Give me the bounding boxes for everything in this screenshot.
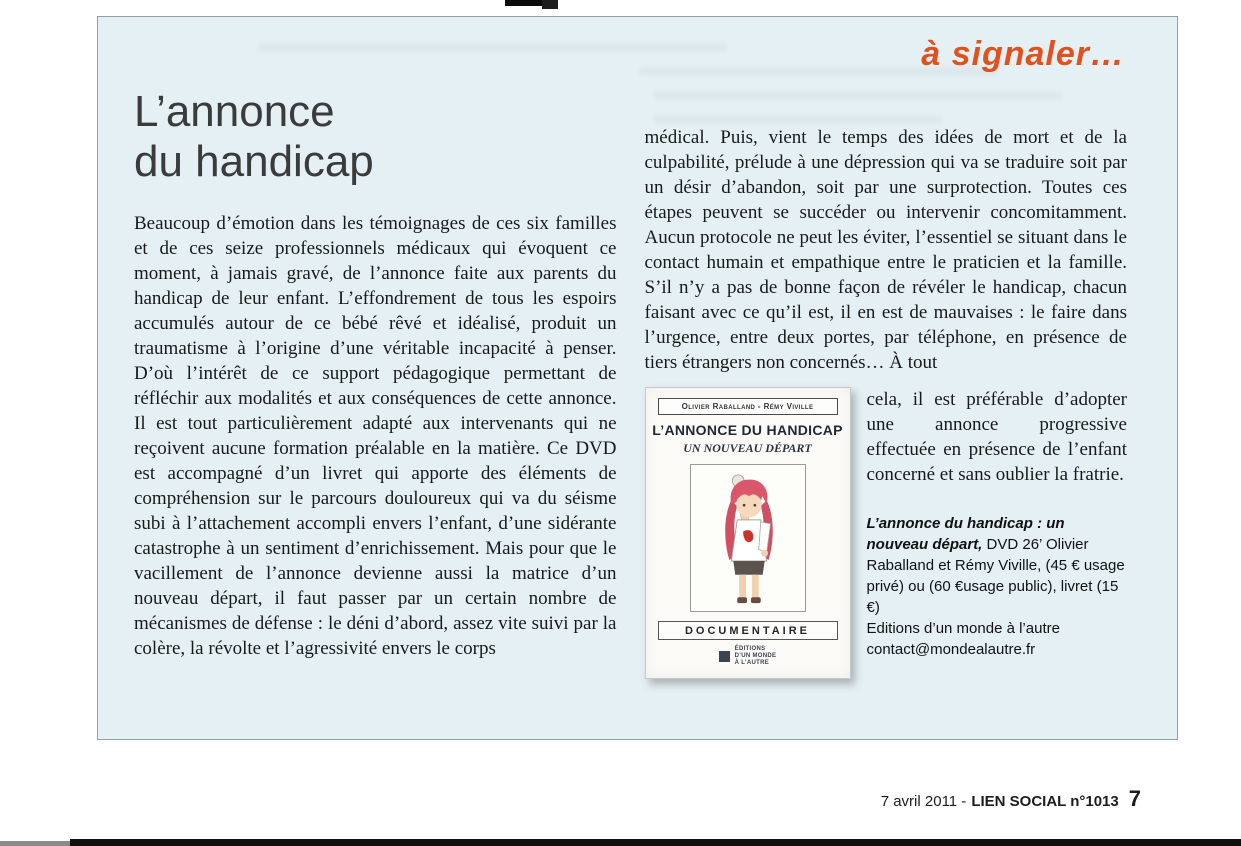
scan-artifact-bottom-bar-left xyxy=(0,841,70,846)
article-paragraph-left: Beaucoup d’émotion dans les témoignages de ces six familles et de ces seize professionnels médicaux qui évoquent ce moment, à jamais gravé, de l’annonce faite aux parents du handicap de leur enfant. L’effondrement de tous les espoirs accumulés autour de ce bébé rêvé et idéalisé, produit un traumatisme à l’origine d’une véritable incapacité à penser. D’où l’intérêt de ce support pédagogique permettant de réfléchir aux modalités et aux conséquences de cette annonce. Il est tout particulièrement adapté aux intervenants qui ne reçoivent aucune formation préalable en la matière. Ce DVD est accompagné d’un livret qui apporte des éléments de compréhension sur le parcours douloureux qui va du séisme subi à l’attachement accompli envers l’enfant, d’une sidérante catastrophe à un sentiment d’enrichissement. Mais pour que le vacillement de l’annonce devienne aussi la matrice d’un nouveau départ, il faut passer par un certain nombre de mécanismes de défense : le déni d’abord, assez vite suivi par la colère, la révolte et l’agressivité envers le corps xyxy=(134,213,617,659)
publisher-line-2: D’UN MONDE xyxy=(734,653,777,659)
article-paragraph-beside-cover: cela, il est préférable d’adopter une annonce progressive effectuée en présence de l’enfant concerné et sans oublier la fratrie. xyxy=(866,389,1127,485)
dvd-cover-publisher xyxy=(719,646,777,667)
article-paragraph-right-top: médical. Puis, vient le temps des idées de mort et de la culpabilité, prélude à une dépression qui va se traduire soit par un désir d’abandon, soit par une surprotection. Toutes ces étapes peuvent se succéder ou intervenir concomitamment. Aucun protocole ne peut les éviter, l’essentiel se situant dans le contact humain et empathique entre le praticien et la famille. S’il n’y a pas de bonne façon de révéler le handicap, chacun faisant avec ce qu’il est, il en est de mauvaises : le faire dans l’urgence, entre deux portes, par téléphone, en présence de tiers étrangers non concernés… À tout xyxy=(644,127,1127,373)
footer-date: 7 avril 2011 - xyxy=(880,793,967,810)
dvd-cover-title: L’ANNONCE DU HANDICAP xyxy=(652,422,843,438)
section-label: à signaler… xyxy=(921,35,1125,73)
caption-details: DVD 26’ Olivier Raballand et Rémy Viville, (45 € usage privé) ou (60 €usage public), livret (15 €) xyxy=(866,536,1125,616)
dvd-cover-subtitle: UN NOUVEAU DÉPART xyxy=(683,441,812,455)
article-title xyxy=(134,87,617,187)
media-right-block xyxy=(867,387,1128,660)
article-column-left xyxy=(134,77,617,725)
footer-journal: LIEN SOCIAL n°1013 xyxy=(971,793,1119,810)
article-panel xyxy=(97,16,1178,740)
dvd-cover xyxy=(645,387,851,679)
footer-page-number: 7 xyxy=(1128,786,1141,811)
article-title-line-1: L’annonce xyxy=(134,87,335,136)
page-footer xyxy=(881,786,1141,812)
page-bleedthrough-artifact xyxy=(258,43,728,52)
publisher-line-1: ÉDITIONS xyxy=(734,646,766,652)
publisher-logo-icon xyxy=(719,651,730,662)
dvd-cover-artwork xyxy=(690,464,806,612)
dvd-cover-authors: Olivier Raballand - Rémy Viville xyxy=(658,398,838,415)
dvd-caption xyxy=(867,513,1128,660)
article-column-right xyxy=(645,77,1128,725)
manga-girl-illustration xyxy=(693,467,803,609)
caption-contact: contact@mondealautre.fr xyxy=(866,641,1036,658)
scan-artifact-top-2 xyxy=(542,0,558,9)
publisher-line-3: À L’AUTRE xyxy=(734,660,770,666)
media-row xyxy=(645,387,1128,679)
caption-title: L’annonce du handicap : un nouveau départ, xyxy=(866,515,1065,553)
article-columns xyxy=(134,77,1127,725)
article-title-line-2: du handicap xyxy=(134,137,374,186)
scan-artifact-bottom-bar xyxy=(70,839,1241,846)
caption-publisher: Editions d’un monde à l’autre xyxy=(866,620,1060,637)
dvd-cover-genre: DOCUMENTAIRE xyxy=(658,621,838,640)
